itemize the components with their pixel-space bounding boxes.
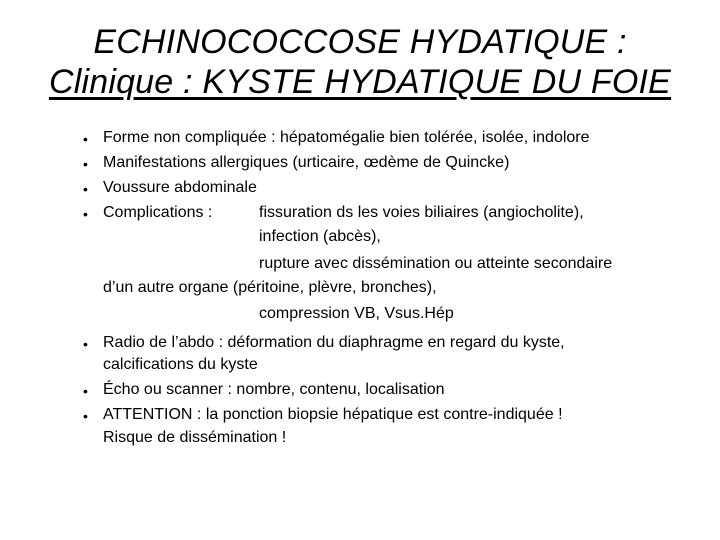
title-line-2: Clinique : KYSTE HYDATIQUE DU FOIE bbox=[48, 63, 672, 101]
bullet-marker: • bbox=[83, 131, 88, 147]
bullet-text: Écho ou scanner : nombre, contenu, localisation bbox=[103, 381, 445, 398]
complication-item: compression VB, Vsus.Hép bbox=[259, 305, 454, 322]
bullet-marker: • bbox=[83, 156, 88, 172]
complications-label: Complications : bbox=[103, 204, 213, 221]
title-line-1: ECHINOCOCCOSE HYDATIQUE : bbox=[93, 23, 627, 61]
complication-item: d’un autre organe (péritoine, plèvre, bronches), bbox=[103, 279, 437, 296]
bullet-marker: • bbox=[83, 181, 88, 197]
bullet-text: Voussure abdominale bbox=[103, 179, 257, 196]
bullet-text: Manifestations allergiques (urticaire, œdème de Quincke) bbox=[103, 154, 510, 171]
complication-item: fissuration ds les voies biliaires (angiocholite), bbox=[259, 204, 584, 221]
bullet-marker: • bbox=[83, 408, 88, 424]
bullet-marker: • bbox=[83, 383, 88, 399]
complication-item: rupture avec dissémination ou atteinte secondaire bbox=[259, 255, 613, 272]
bullet-marker: • bbox=[83, 206, 88, 222]
bullet-text: Forme non compliquée : hépatomégalie bien tolérée, isolée, indolore bbox=[103, 129, 590, 146]
bullet-marker: • bbox=[83, 336, 88, 352]
bullet-text: Risque de dissémination ! bbox=[103, 429, 287, 446]
bullet-text: Radio de l’abdo : déformation du diaphragme en regard du kyste, bbox=[103, 334, 565, 351]
bullet-text: calcifications du kyste bbox=[103, 356, 258, 373]
bullet-text: ATTENTION : la ponction biopsie hépatique est contre-indiquée ! bbox=[103, 406, 563, 423]
complication-item: infection (abcès), bbox=[259, 228, 381, 245]
